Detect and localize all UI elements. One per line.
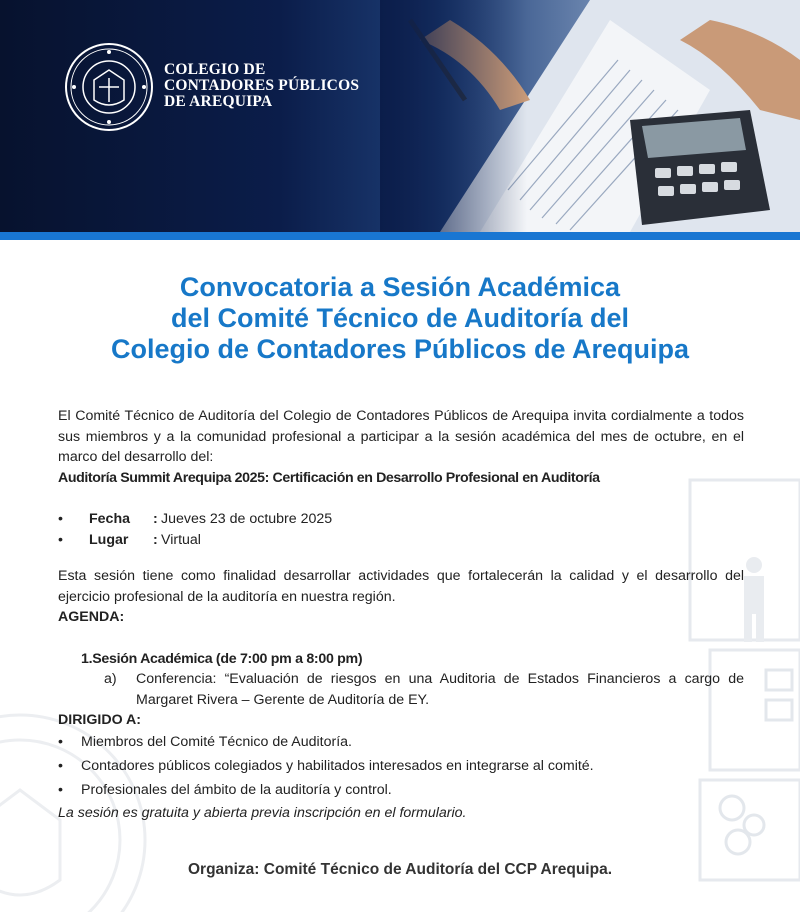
agenda-heading: AGENDA: [58, 609, 125, 625]
agenda-item-text: Conferencia: “Evaluación de riesgos en una Auditoria de Estados Financieros a cargo de Margaret Rivera – Gerente de Auditoría de EY. [136, 671, 744, 708]
purpose-paragraph: Esta sesión tiene como finalidad desarrollar actividades que fortalecerán la calidad y el desarrollo del ejercicio profesional de la auditoría en nuestra región. [58, 568, 744, 605]
event-name: Auditoría Summit Arequipa 2025: Certificación en Desarrollo Profesional en Auditoría [58, 469, 600, 486]
bullet-icon: • [58, 532, 63, 548]
audience-item-text: Contadores públicos colegiados y habilitados interesados en integrarse al comité. [81, 758, 594, 775]
detail-place [58, 530, 744, 551]
detail-label: Fecha [89, 511, 131, 527]
audience-list [58, 731, 744, 803]
detail-colon: : [153, 532, 158, 548]
intro-paragraph: El Comité Técnico de Auditoría del Colegio de Contadores Públicos de Arequipa invita cordialmente a todos sus miembros y a la comunidad profesional a participar a la sesión académica del mes de octubre, en el marco del desarrollo del: [58, 408, 744, 465]
title-line2: del Comité Técnico de Auditoría del [170, 303, 630, 333]
org-name-line2: CONTADORES PÚBLICOS [164, 77, 360, 94]
list-item [58, 731, 744, 755]
announcement-body [58, 406, 744, 823]
page-title [0, 272, 800, 365]
org-name [164, 62, 359, 110]
title-line3: Colegio de Contadores Públicos de Arequipa [110, 334, 690, 364]
detail-label: Lugar [89, 532, 129, 548]
accountant-calculator-photo [380, 0, 800, 232]
org-name-line1: COLEGIO DE [164, 61, 266, 78]
list-item [58, 779, 744, 803]
title-line1: Convocatoria a Sesión Académica [179, 272, 621, 302]
agenda-item-letter: a) [104, 671, 117, 687]
bullet-icon: • [58, 782, 63, 799]
bullet-icon: • [58, 734, 63, 751]
header-accent-bar [0, 232, 800, 240]
event-details [58, 509, 744, 551]
detail-date [58, 509, 744, 530]
audience-item-text: Profesionales del ámbito de la auditoría y control. [81, 782, 392, 799]
organizer-footer: Organiza: Comité Técnico de Auditoría del CCP Arequipa. [187, 861, 613, 878]
agenda-item [58, 669, 744, 710]
bullet-icon: • [58, 758, 63, 775]
ccpa-seal-logo [64, 42, 154, 132]
detail-value: Virtual [161, 532, 201, 548]
detail-colon: : [153, 511, 158, 527]
agenda-session: 1.Sesión Académica (de 7:00 pm a 8:00 pm) [81, 650, 363, 667]
bullet-icon: • [58, 511, 63, 527]
detail-value: Jueves 23 de octubre 2025 [161, 511, 333, 527]
audience-heading: DIRIGIDO A: [58, 712, 142, 728]
header-banner [0, 0, 800, 232]
audience-item-text: Miembros del Comité Técnico de Auditoría. [81, 734, 353, 751]
list-item [58, 755, 744, 779]
registration-note: La sesión es gratuita y abierta previa inscripción en el formulario. [58, 804, 467, 821]
org-name-line3: DE AREQUIPA [164, 93, 273, 110]
